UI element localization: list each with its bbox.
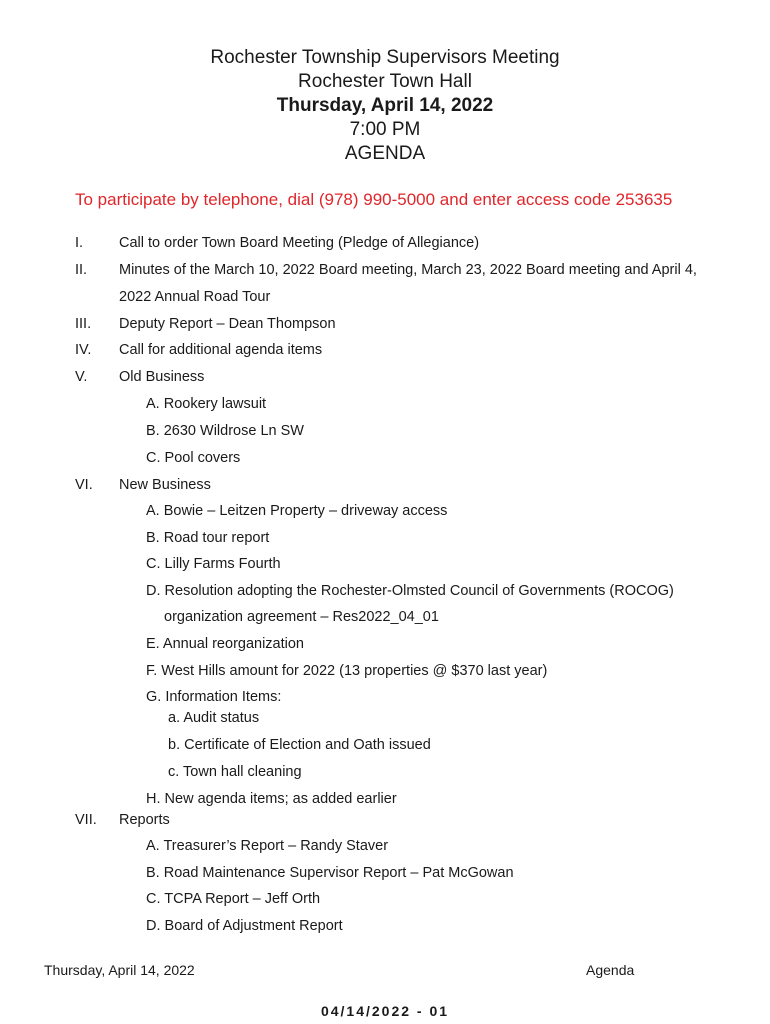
sub-item: C. Lilly Farms Fourth [146,556,281,572]
document-stamp: 04/14/2022 - 01 [320,1003,450,1019]
item-number: V. [75,369,88,385]
sub-item: B. Road tour report [146,530,270,546]
sub-item: F. West Hills amount for 2022 (13 properties @ $370 last year) [146,663,548,679]
footer-date: Thursday, April 14, 2022 [44,962,195,978]
meeting-title: Rochester Township Supervisors Meeting [210,47,560,68]
info-item: a. Audit status [168,710,260,726]
footer-label: Agenda [586,962,635,978]
sub-item: A. Treasurer’s Report – Randy Staver [146,838,389,854]
agenda-item: New Business [119,477,211,493]
agenda-item-continued: 2022 Annual Road Tour [119,289,271,305]
item-number: VI. [75,477,93,493]
sub-item: C. Pool covers [146,450,241,466]
item-number: IV. [75,342,92,358]
meeting-location: Rochester Town Hall [298,71,472,92]
agenda-item: Deputy Report – Dean Thompson [119,316,336,332]
sub-item: G. Information Items: [146,689,282,705]
item-number: III. [75,316,92,332]
sub-item: H. New agenda items; as added earlier [146,791,397,807]
sub-item: C. TCPA Report – Jeff Orth [146,891,321,907]
agenda-item: Minutes of the March 10, 2022 Board meeting, March 23, 2022 Board meeting and April 4, [119,262,697,278]
sub-item: E. Annual reorganization [146,636,304,652]
agenda-heading: AGENDA [344,143,426,164]
sub-item: A. Rookery lawsuit [146,396,267,412]
item-number: VII. [75,812,97,828]
item-number: I. [75,235,84,251]
phone-notice: To participate by telephone, dial (978) 990-5000 and enter access code 253635 [75,190,673,209]
sub-item: B. Road Maintenance Supervisor Report – Pat McGowan [146,865,514,881]
agenda-item: Call for additional agenda items [119,342,323,358]
info-item: b. Certificate of Election and Oath issued [168,737,431,753]
agenda-item: Call to order Town Board Meeting (Pledge of Allegiance) [119,235,480,251]
meeting-time: 7:00 PM [349,119,421,140]
sub-item: B. 2630 Wildrose Ln SW [146,423,304,439]
sub-item: D. Board of Adjustment Report [146,918,343,934]
sub-item: D. Resolution adopting the Rochester-Olmsted Council of Governments (ROCOG) [146,583,674,599]
agenda-item: Reports [119,812,170,828]
agenda-item: Old Business [119,369,205,385]
sub-item: A. Bowie – Leitzen Property – driveway access [146,503,448,519]
meeting-date: Thursday, April 14, 2022 [276,95,494,116]
document-header [0,46,770,166]
sub-item-continued: organization agreement – Res2022_04_01 [164,609,439,625]
item-number: II. [75,262,88,278]
info-item: c. Town hall cleaning [168,764,302,780]
